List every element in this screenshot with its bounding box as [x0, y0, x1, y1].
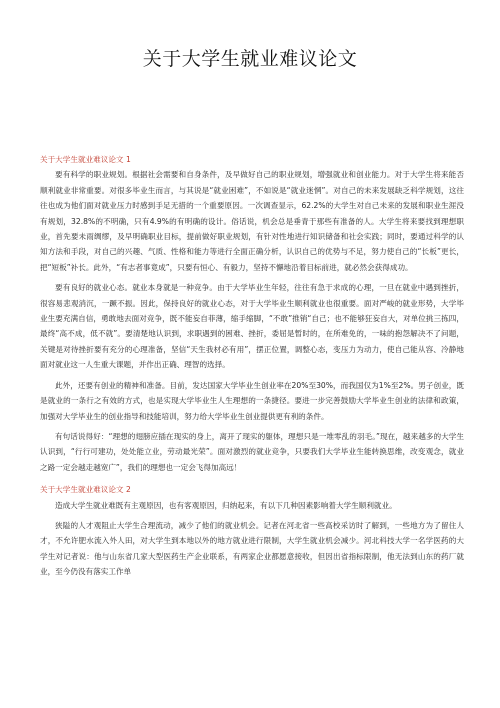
paragraph: 狭隘的人才观阻止大学生合理流动，减少了他们的就业机会。记者在河北省一些高校采访时了解到，一些地方为了留住人才，不允许肥水流入外人田，对大学生到本地以外的地方就业进行限制，大学生就业机会减少。河北科技大学一名学医药的大学生对记者说：他与山东省几家大型医药生产企业联系，有两家企业都愿意接收，但因出省指标限制，他无法到山东的药厂就业，至今仍没有落实工作单	[40, 520, 464, 577]
document-title: 关于大学生就业难议论文	[142, 48, 358, 70]
paragraph: 造成大学生就业难既有主观原因，也有客观原因，归纳起来，有以下几种因素影响着大学生顺利就业。	[55, 500, 397, 510]
paragraph: 此外，还要有创业的精神和准备。目前，发达国家大学毕业生创业率在20%至30%，而我国仅为1%至2%。男子创业，既是就业的一条行之有效的方式，也是实现大学毕业生人生理想的一条捷径。要进一步完善鼓励大学毕业生创业的法律和政策，加强对大学毕业生的创业指导和技能培训，努力给大学毕业生创业提供更有利的条件。	[40, 380, 464, 421]
section-heading-1: 关于大学生就业难议论文 1	[40, 155, 131, 164]
paragraph: 有句话说得好：“理想的翅膀应插在现实的身上，离开了现实的躯体，理想只是一堆零乱的羽毛。”现在，越来越多的大学生认识到，“行行可建功，处处能立业，劳动最光荣”。面对激烈的就业竞争，只要我们大学毕业生能转换思维，改变观念，就业之路一定会越走越宽广”，我们的理想也一定会飞得加高远！	[40, 431, 464, 472]
section-heading-2: 关于大学生就业难议论文 2	[40, 485, 131, 495]
paragraph: 要有科学的职业规划。根据社会需要和自身条件，及早做好自己的职业规划，增强就业和创业能力。对于大学生将来能否顺利就业非常重要。对很多毕业生而言，与其说是“就业困难”，不如说是“就业迷惘”。对自己的未来发展缺乏科学规划，这往往也成为他们面对就业压力时感到手足无措的一个重要原因。一次调查显示，62.2%的大学生对自己未来的发展和职业生涯没有规划，32.8%的不明确，只有4.9%的有明确的设计。俗话说，机会总是垂青于那些有准备的人。大学生将来要找到理想职业，首先要未雨绸缪，及早明确职业目标，提前做好职业规划，有针对性地进行知识储备和社会实践；同时，要通过科学的认知方法和手段，对自己的兴趣、气质、性格和能力等进行全面正确分析，认识自己的优势与不足，努力使自己的“长板”更长，把“短板”补长。此外，“有志者事竟成”，只要有恒心、有毅力，坚持不懈地沿着目标前进，就必然会获得成功。	[40, 170, 464, 272]
document-body	[40, 152, 464, 585]
paragraph: 要有良好的就业心态。就业本身就是一种竞争。由于大学毕业生年轻，往往有急于求成的心理，一旦在就业中遇到挫折，很容易悲观消沉，一蹶不振。因此，保持良好的就业心态，对于大学毕业生顺利就业也很重要。面对严峻的就业形势，大学毕业生要充满自信，勇敢地去面对竞争，既不能妄自菲薄，缩手缩脚，“不敢”推销“自己；也不能够狂妄自大，对单位挑三拣四，最终“高不成，低不就”。要清楚地认识到，求职遇到的困难、挫折，委屈是暂时的，在所难免的，一味的抱怨解决不了问题，关键是对待挫折要有充分的心理准备，坚信“天生我材必有用”，摆正位置，调整心态，变压力为动力，使自己能从容、冷静地面对就业这一人生重大课题，并作出正确、理智的选择。	[40, 283, 464, 370]
